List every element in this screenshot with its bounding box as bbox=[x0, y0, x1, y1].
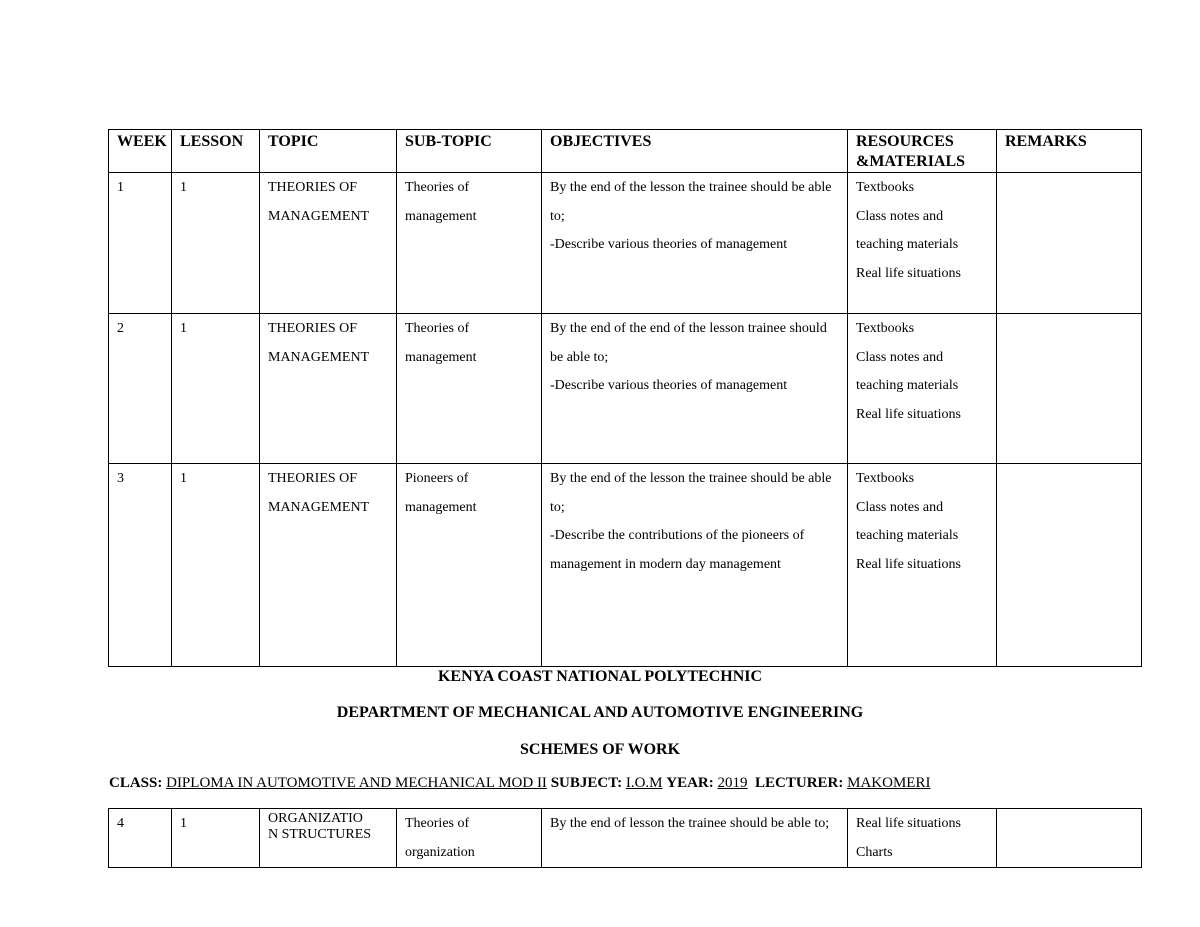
cell-remarks bbox=[997, 464, 1142, 667]
cell-week: 3 bbox=[109, 464, 172, 667]
cell-resources bbox=[848, 809, 997, 868]
class-label: CLASS: bbox=[109, 775, 163, 791]
cell-lesson: 1 bbox=[172, 464, 260, 667]
header-week: WEEK bbox=[109, 130, 172, 173]
resource-line: Class notes and teaching materials bbox=[856, 499, 959, 543]
subject-label: SUBJECT: bbox=[550, 775, 623, 791]
cell-objectives bbox=[542, 314, 848, 464]
cell-resources bbox=[848, 464, 997, 667]
objective-line: By the end of the end of the lesson trainee should be able to; bbox=[550, 321, 827, 365]
cell-remarks bbox=[997, 809, 1142, 868]
header-resources: RESOURCES &MATERIALS bbox=[848, 130, 997, 173]
objective-line: By the end of the lesson the trainee should be able to; bbox=[550, 471, 832, 515]
cell-remarks bbox=[997, 173, 1142, 314]
resource-line: Charts bbox=[856, 844, 893, 860]
resource-line: Textbooks bbox=[856, 321, 915, 336]
cell-topic bbox=[260, 809, 397, 868]
resource-line: Class notes and teaching materials bbox=[856, 349, 959, 393]
cell-objectives: By the end of lesson the trainee should be able to; bbox=[542, 809, 848, 868]
cell-lesson: 1 bbox=[172, 809, 260, 868]
cell-topic: THEORIES OF MANAGEMENT bbox=[260, 464, 397, 667]
header-objectives: OBJECTIVES bbox=[542, 130, 848, 173]
class-value: DIPLOMA IN AUTOMOTIVE AND MECHANICAL MOD II bbox=[166, 775, 547, 791]
header-remarks: REMARKS bbox=[997, 130, 1142, 173]
cell-week: 2 bbox=[109, 314, 172, 464]
cell-lesson: 1 bbox=[172, 314, 260, 464]
objective-line: By the end of the lesson the trainee should be able to; bbox=[550, 180, 832, 224]
resource-line: Real life situations bbox=[856, 265, 961, 281]
cell-remarks bbox=[997, 314, 1142, 464]
scheme-table-continued bbox=[108, 808, 1142, 868]
table-row bbox=[109, 464, 1142, 667]
year-label: YEAR: bbox=[666, 775, 714, 791]
cell-resources bbox=[848, 314, 997, 464]
subject-value: I.O.M bbox=[625, 775, 663, 791]
lecturer-label: LECTURER: bbox=[755, 775, 844, 791]
cell-subtopic: Theories of management bbox=[397, 314, 542, 464]
cell-week: 1 bbox=[109, 173, 172, 314]
resource-line: Class notes and teaching materials bbox=[856, 208, 959, 252]
objective-line: -Describe various theories of management bbox=[550, 237, 788, 252]
cell-objectives bbox=[542, 464, 848, 667]
year-value: 2019 bbox=[717, 775, 748, 791]
topic-line: N STRUCTURES bbox=[268, 827, 372, 842]
cell-lesson: 1 bbox=[172, 173, 260, 314]
resource-line: Real life situations bbox=[856, 556, 961, 572]
cell-objectives bbox=[542, 173, 848, 314]
institution-title: KENYA COAST NATIONAL POLYTECHNIC bbox=[437, 668, 763, 685]
cell-topic: THEORIES OF MANAGEMENT bbox=[260, 314, 397, 464]
resource-line: Real life situations bbox=[856, 406, 961, 422]
cell-resources bbox=[848, 173, 997, 314]
objective-line: -Describe various theories of management bbox=[550, 378, 788, 393]
resource-line: Real life situations bbox=[856, 816, 961, 831]
table-row bbox=[109, 314, 1142, 464]
class-info-line bbox=[109, 775, 930, 792]
table-row bbox=[109, 173, 1142, 314]
objective-line: -Describe the contributions of the pioneers of management in modern day management bbox=[550, 528, 805, 572]
cell-week: 4 bbox=[109, 809, 172, 868]
cell-topic: THEORIES OF MANAGEMENT bbox=[260, 173, 397, 314]
resource-line: Textbooks bbox=[856, 471, 915, 486]
header-topic: TOPIC bbox=[260, 130, 397, 173]
cell-subtopic: Theories of management bbox=[397, 173, 542, 314]
lecturer-value: MAKOMERI bbox=[847, 775, 931, 791]
document-title: SCHEMES OF WORK bbox=[519, 741, 681, 758]
department-title: DEPARTMENT OF MECHANICAL AND AUTOMOTIVE ENGINEERING bbox=[336, 704, 864, 721]
cell-subtopic: Pioneers of management bbox=[397, 464, 542, 667]
table-row bbox=[109, 809, 1142, 868]
scheme-table bbox=[108, 129, 1142, 667]
header-subtopic: SUB-TOPIC bbox=[397, 130, 542, 173]
table-header-row bbox=[109, 130, 1142, 173]
cell-subtopic: Theories of organization bbox=[397, 809, 542, 868]
resource-line: Textbooks bbox=[856, 180, 915, 195]
header-lesson: LESSON bbox=[172, 130, 260, 173]
topic-line: ORGANIZATIO bbox=[268, 811, 363, 826]
